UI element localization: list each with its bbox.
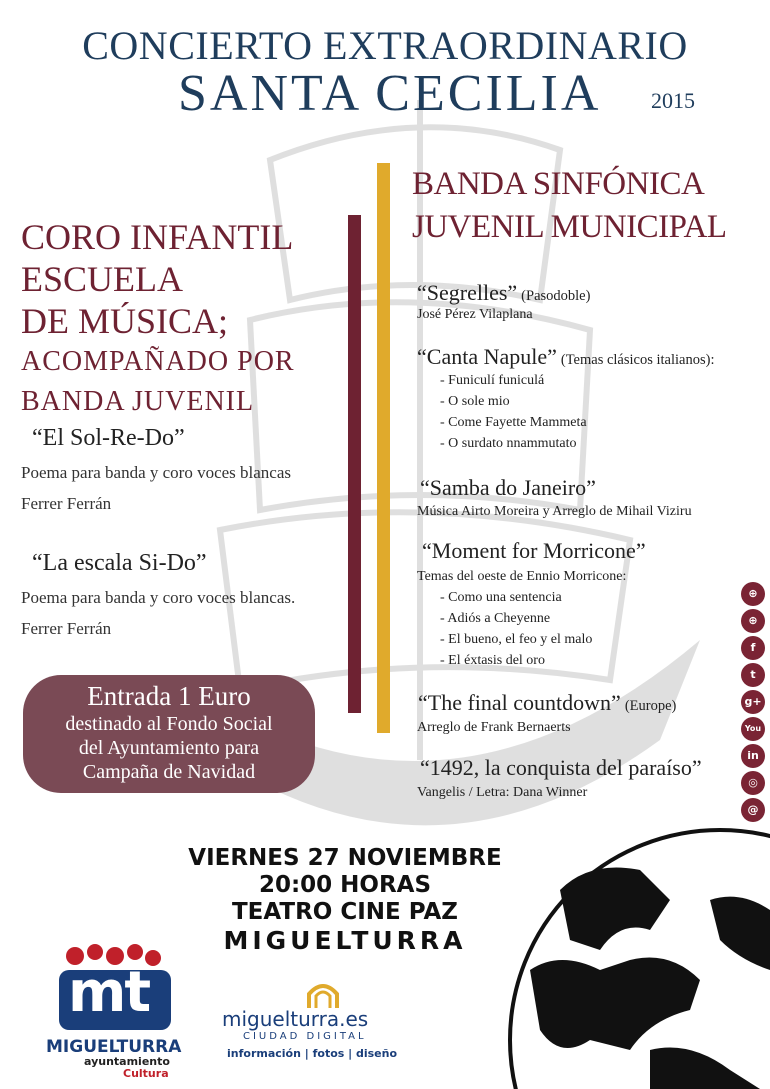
rss-icon[interactable]: ◎	[741, 771, 765, 795]
band-heading	[412, 163, 726, 249]
podcast-icon[interactable]: @	[741, 798, 765, 822]
arch-logo-icon	[305, 978, 341, 1010]
program-sub: Arreglo de Frank Bernaerts	[417, 720, 571, 735]
program-title: “Canta Napule”	[417, 344, 557, 369]
concert-year: 2015	[651, 88, 695, 113]
program-list-item: - O sole mio	[440, 394, 510, 409]
band-heading-line: BANDA SINFÓNICA	[412, 166, 705, 202]
concert-title: CONCIERTO EXTRAORDINARIO	[82, 23, 688, 68]
left-piece-author: Ferrer Ferrán	[21, 494, 112, 513]
program-sub: Temas del oeste de Ennio Morricone:	[417, 569, 627, 584]
program-sub: Vangelis / Letra: Dana Winner	[417, 785, 588, 800]
program-title: “Moment for Morricone”	[422, 538, 646, 563]
program-list-item: - El éxtasis del oro	[440, 653, 545, 668]
program-sub: Música Airto Moreira y Arreglo de Mihail Viziru	[417, 504, 692, 519]
ticket-price-line: Campaña de Navidad	[82, 761, 256, 783]
youtube-icon[interactable]: You	[741, 717, 765, 741]
choir-subheading-line: ACOMPAÑADO POR	[21, 346, 295, 377]
program-item	[418, 690, 676, 716]
program-list-item: - Adiós a Cheyenne	[440, 611, 551, 626]
choir-subheading-line: BANDA JUVENIL	[21, 386, 255, 417]
program-list-item: - O surdato nnammutato	[440, 436, 577, 451]
ticket-price-badge	[23, 675, 315, 793]
band-heading-line: JUVENIL MUNICIPAL	[412, 209, 727, 245]
choir-heading-line: ESCUELA	[21, 259, 183, 299]
org-name: MIGUELTURRA	[46, 1037, 182, 1057]
choir-heading-line: DE MÚSICA;	[21, 301, 229, 341]
program-note: (Pasodoble)	[521, 288, 591, 304]
choir-heading-line: CORO INFANTIL	[21, 217, 294, 257]
ticket-price-line: destinado al Fondo Social	[65, 713, 273, 735]
program-title: “1492, la conquista del paraíso”	[420, 755, 702, 780]
left-piece-title: “El Sol-Re-Do”	[32, 425, 185, 451]
right-divider-bar	[377, 163, 390, 733]
program-list-item: - El bueno, el feo y el malo	[440, 632, 593, 647]
program-list-item: - Come Fayette Mammeta	[440, 415, 587, 430]
concert-name: SANTA CECILIA	[178, 65, 602, 122]
program-title: “Samba do Janeiro”	[420, 475, 596, 500]
ticket-price-title: Entrada 1 Euro	[87, 681, 251, 711]
program-list-item: - Funiculí funiculá	[440, 373, 545, 388]
event-time: 20:00 HORAS	[258, 872, 432, 898]
left-piece-desc: Poema para banda y coro voces blancas	[21, 463, 291, 482]
google-plus-icon[interactable]: g+	[741, 690, 765, 714]
choir-subheading	[21, 342, 295, 422]
program-list-item: - Como una sentencia	[440, 590, 562, 605]
logo-letters: mt	[68, 960, 150, 1025]
linkedin-icon[interactable]: in	[741, 744, 765, 768]
program-note: (Europe)	[624, 698, 677, 714]
website-links[interactable]: información | fotos | diseño	[227, 1047, 398, 1060]
globe-illustration	[500, 820, 770, 1089]
website-tag: CIUDAD DIGITAL	[243, 1031, 367, 1042]
program-title: “The final countdown”	[418, 690, 621, 715]
event-town: MIGUELTURRA	[223, 926, 467, 955]
org-dept: Cultura	[123, 1067, 169, 1080]
ticket-price-line: del Ayuntamiento para	[78, 737, 260, 759]
left-piece-desc: Poema para banda y coro voces blancas.	[21, 588, 296, 607]
left-piece-title: “La escala Si-Do”	[32, 550, 207, 576]
event-date: VIERNES 27 NOVIEMBRE	[188, 845, 502, 871]
left-divider-bar	[348, 215, 361, 713]
event-venue: TEATRO CINE PAZ	[231, 899, 458, 925]
program-item	[417, 344, 714, 370]
website-name[interactable]: miguelturra.es	[222, 1007, 369, 1031]
twitter-icon[interactable]: t	[741, 663, 765, 687]
web-icon[interactable]: ⊕	[741, 582, 765, 606]
org-sub: ayuntamiento	[84, 1055, 170, 1068]
web-icon[interactable]: ⊕	[741, 609, 765, 633]
facebook-icon[interactable]: f	[741, 636, 765, 660]
program-item	[417, 280, 590, 306]
program-note: (Temas clásicos italianos):	[560, 352, 715, 368]
left-piece-author: Ferrer Ferrán	[21, 619, 112, 638]
program-sub: José Pérez Vilaplana	[417, 307, 533, 322]
program-title: “Segrelles”	[417, 280, 518, 305]
choir-heading	[21, 216, 293, 342]
